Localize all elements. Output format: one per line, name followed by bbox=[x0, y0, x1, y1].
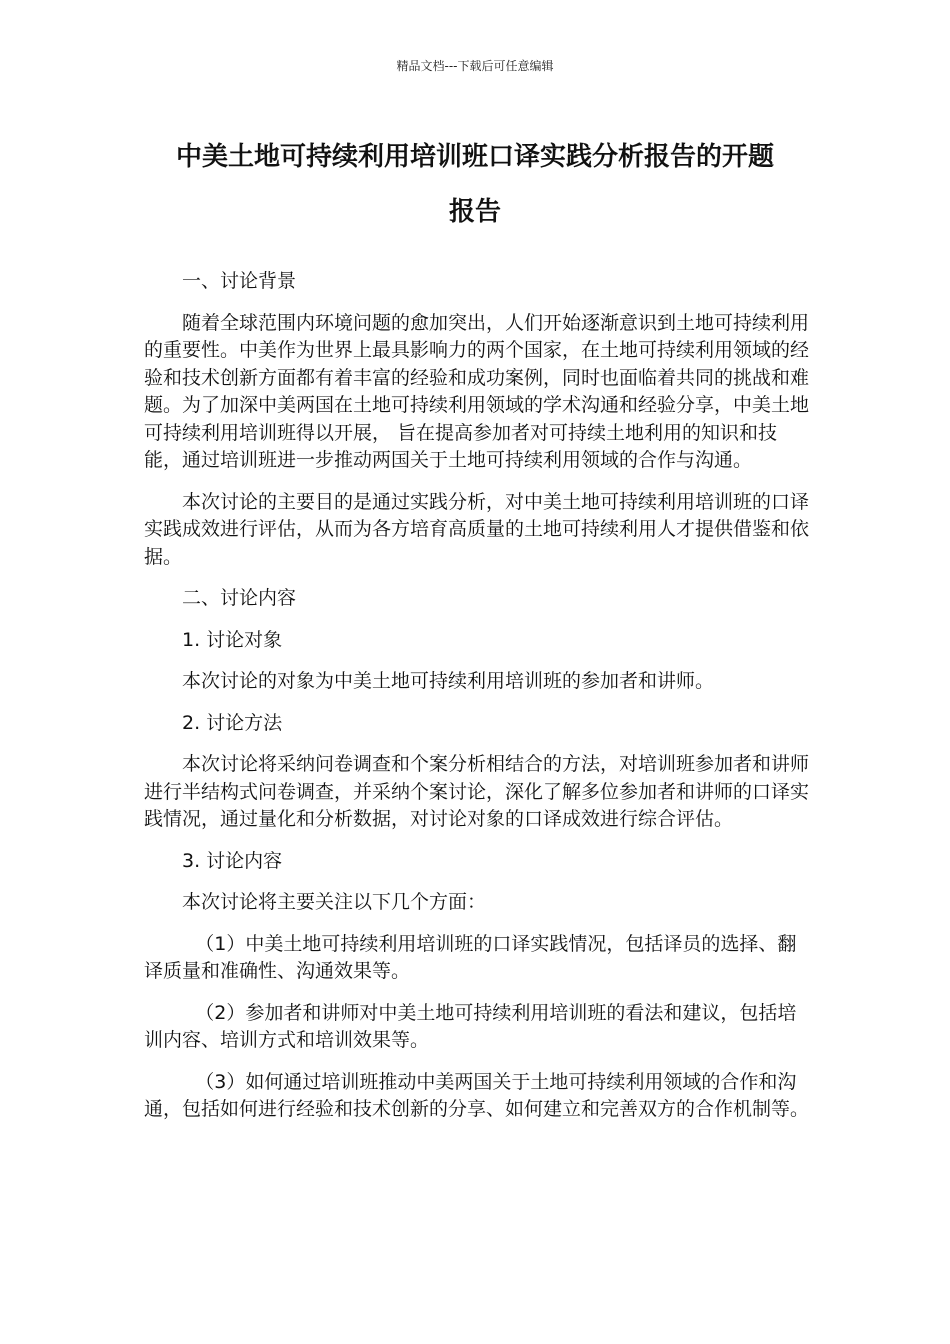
subheading-subjects: 1. 讨论对象 bbox=[182, 628, 283, 651]
paragraph-subjects: 本次讨论的对象为中美土地可持续利用培训班的参加者和讲师。 bbox=[182, 670, 715, 692]
section-heading-content: 二、讨论内容 bbox=[182, 587, 297, 609]
subheading-methods: 2. 讨论方法 bbox=[182, 711, 283, 734]
list-item-2: （2）参加者和讲师对中美土地可持续利用培训班的看法和建议，包括培训内容、培训方式和培训效果等。 bbox=[144, 1001, 797, 1051]
subheading-content: 3. 讨论内容 bbox=[182, 849, 283, 872]
list-item-3: （3）如何通过培训班推动中美两国关于土地可持续利用领域的合作和沟通，包括如何进行经验和技术创新的分享、如何建立和完善双方的合作机制等。 bbox=[144, 1070, 810, 1120]
section-heading-background: 一、讨论背景 bbox=[182, 270, 297, 292]
document-title-line-1: 中美土地可持续利用培训班口译实践分析报告的开题 bbox=[175, 142, 774, 172]
paragraph-methods: 本次讨论将采纳问卷调查和个案分析相结合的方法，对培训班参加者和讲师进行半结构式问卷调查，并采纳个案讨论，深化了解多位参加者和讲师的口译实践情况，通过量化和分析数据，对讨论对象的口译成效进行综合评估。 bbox=[144, 753, 810, 830]
document-body bbox=[144, 268, 809, 1138]
list-item-1: （1）中美土地可持续利用培训班的口译实践情况，包括译员的选择、翻译质量和准确性、沟通效果等。 bbox=[144, 932, 797, 982]
paragraph-background: 随着全球范围内环境问题的愈加突出，人们开始逐渐意识到土地可持续利用的重要性。中美作为世界上最具影响力的两个国家，在土地可持续利用领域的经验和技术创新方面都有着丰富的经验和成功案例，同时也面临着共同的挑战和难题。为了加深中美两国在土地可持续利用领域的学术沟通和经验分享，中美土地可持续利用培训班得以开展， 旨在提高参加者对可持续土地利用的知识和技能，通过培训班进一步推动两国关于土地可持续利用领域的合作与沟通。 bbox=[144, 311, 810, 471]
paragraph-content-intro: 本次讨论将主要关注以下几个方面： bbox=[182, 891, 487, 913]
document-title-line-2: 报告 bbox=[448, 197, 501, 227]
page-header: 精品文档---下载后可任意编辑 bbox=[396, 59, 554, 73]
paragraph-purpose: 本次讨论的主要目的是通过实践分析，对中美土地可持续利用培训班的口译实践成效进行评估，从而为各方培育高质量的土地可持续利用人才提供借鉴和依据。 bbox=[144, 490, 810, 568]
